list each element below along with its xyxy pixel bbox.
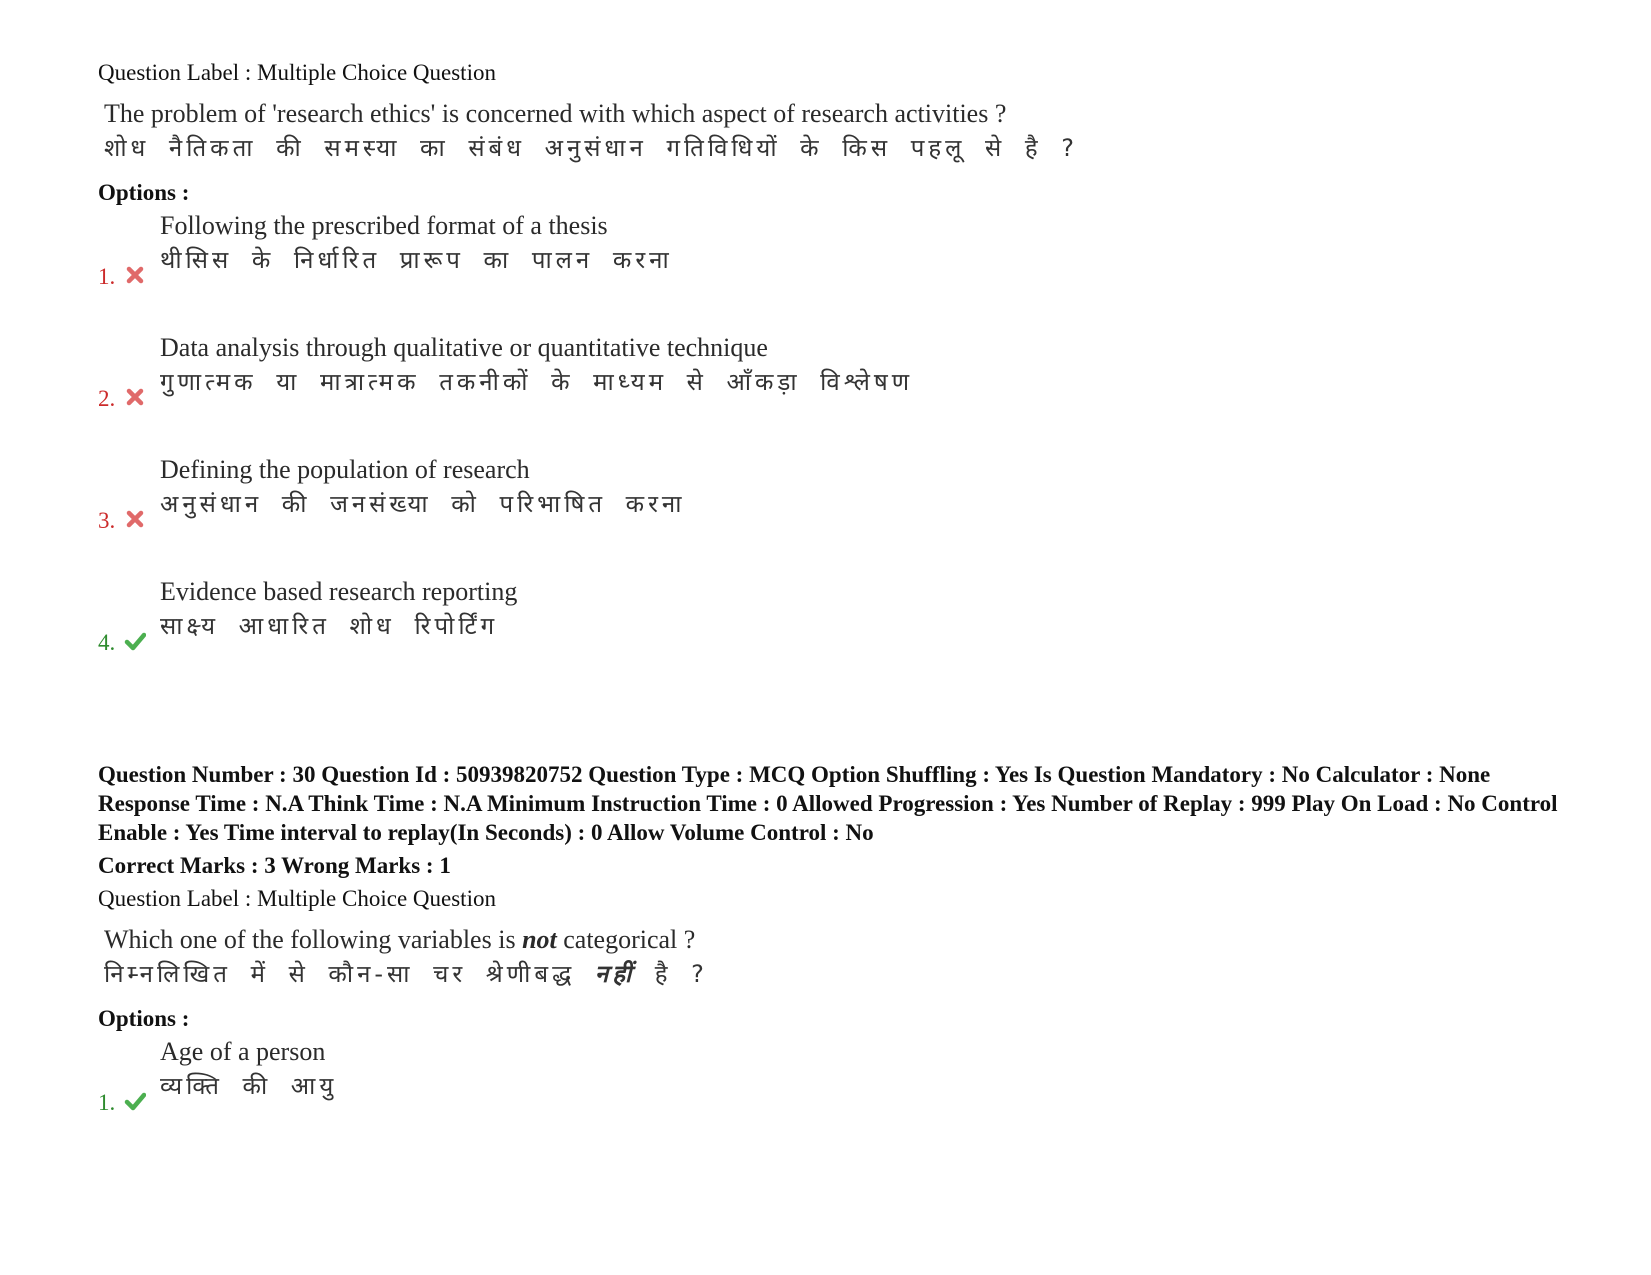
question-marks: Correct Marks : 3 Wrong Marks : 1 [98, 853, 451, 878]
option-text-english: Evidence based research reporting [160, 577, 518, 606]
cross-icon [124, 264, 146, 286]
option-text-hindi: साक्ष्य आधारित शोध रिपोर्टिंग [160, 612, 499, 640]
question-paper-page [98, 58, 1568, 1156]
option-1 [98, 1034, 1568, 1156]
question-text-english: The problem of 'research ethics' is concerned with which aspect of research activities ? [104, 99, 1007, 128]
cross-icon [124, 386, 146, 408]
question-text-english: Which one of the following variables is not categorical ? [104, 925, 696, 954]
option-text [160, 330, 913, 400]
options-heading: Options : [98, 180, 190, 205]
emphasis-not: not [522, 925, 557, 954]
question-metadata: Question Number : 30 Question Id : 50939820752 Question Type : MCQ Option Shuffling : Yes Is Question Mandatory : No Calculator : None Response Time : N.A Think Time : N.A Minimum Instruction Time : 0 Allowed Progression : Yes Number of Replay : 999 Play On Load : No Control Enable : Yes Time interval to replay(In Seconds) : 0 Allow Volume Control : No [98, 762, 1558, 845]
option-1 [98, 208, 1568, 330]
question-label: Question Label : Multiple Choice Question [98, 60, 496, 85]
option-text [160, 452, 685, 522]
question-label: Question Label : Multiple Choice Question [98, 886, 496, 911]
question-29 [98, 58, 1568, 696]
option-number: 3. [98, 508, 116, 533]
question-text [104, 96, 1568, 166]
option-text-english: Data analysis through qualitative or quantitative technique [160, 333, 768, 362]
option-number: 1. [98, 1090, 116, 1115]
option-text [160, 208, 673, 278]
option-text [160, 1034, 337, 1104]
check-icon [124, 1090, 146, 1112]
question-text-hindi: निम्नलिखित में से कौन-सा चर श्रेणीबद्ध नहीं है ? [104, 960, 708, 988]
option-number: 4. [98, 630, 116, 655]
options-heading: Options : [98, 1006, 190, 1031]
cross-icon [124, 508, 146, 530]
option-text-hindi: अनुसंधान की जनसंख्या को परिभाषित करना [160, 490, 686, 518]
emphasis-nahin: नहीं [594, 960, 636, 988]
option-text-hindi: व्यक्ति की आयु [160, 1072, 338, 1100]
option-number: 2. [98, 386, 116, 411]
option-text-english: Following the prescribed format of a thesis [160, 211, 608, 240]
option-number: 1. [98, 264, 116, 289]
option-4 [98, 574, 1568, 696]
option-3 [98, 452, 1568, 574]
question-30 [98, 760, 1568, 1156]
option-text-english: Defining the population of research [160, 455, 530, 484]
option-text-english: Age of a person [160, 1037, 326, 1066]
question-text-hindi: शोध नैतिकता की समस्या का संबंध अनुसंधान गतिविधियों के किस पहलू से है ? [104, 134, 1078, 162]
question-text [104, 922, 1568, 992]
option-text-hindi: गुणात्मक या मात्रात्मक तकनीकों के माध्यम से आँकड़ा विश्लेषण [160, 368, 914, 396]
option-text [160, 574, 517, 644]
check-icon [124, 630, 146, 652]
option-text-hindi: थीसिस के निर्धारित प्रारूप का पालन करना [160, 246, 673, 274]
option-2 [98, 330, 1568, 452]
